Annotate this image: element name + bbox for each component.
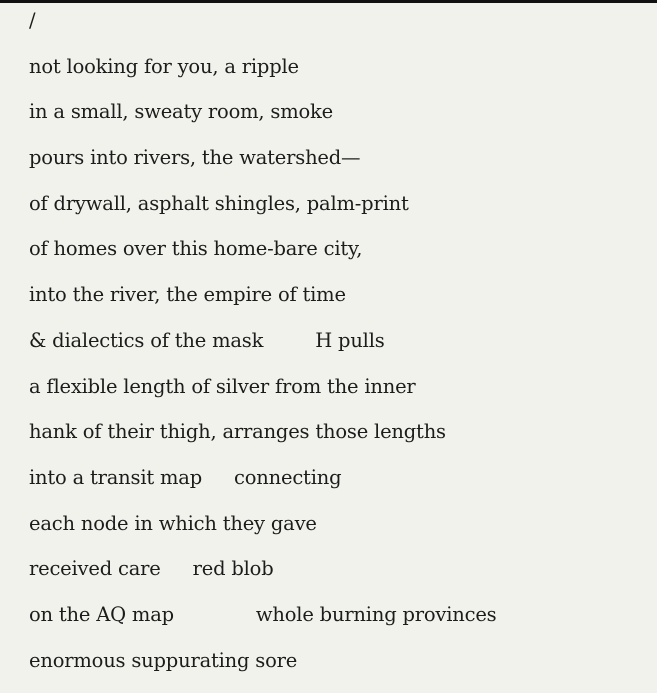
poem-line-text: pours into rivers, the watershed— — [29, 146, 361, 170]
poem-line — [29, 282, 497, 328]
poem-line-text: received care — [29, 557, 161, 581]
poem-line — [29, 648, 497, 693]
poem-line-text: / — [29, 9, 36, 32]
poem-line-text: each node in which they gave — [29, 511, 317, 535]
poem-line-text: in a small, sweaty room, smoke — [29, 100, 334, 124]
poem-text — [29, 8, 497, 693]
poem-line — [29, 465, 497, 511]
poem-line — [29, 374, 497, 420]
poem-line-text: a flexible length of silver from the inner — [29, 374, 416, 398]
poem-line — [29, 602, 497, 648]
poem-line — [29, 8, 497, 54]
poem-line-text: hank of their thigh, arranges those lengths — [29, 420, 446, 444]
poem-line-text: of homes over this home-bare city, — [29, 237, 363, 261]
poem-line — [29, 99, 497, 145]
poem-line-text: on the AQ map — [29, 602, 174, 626]
poem-line — [29, 191, 497, 237]
poem-line — [29, 328, 497, 374]
poem-line-text-continued: red blob — [192, 557, 274, 581]
poem-line-text: & dialectics of the mask — [29, 328, 264, 352]
poem-line-text: of drywall, asphalt shingles, palm-print — [29, 191, 409, 215]
poem-line-text-continued: H pulls — [315, 328, 385, 352]
poem-line — [29, 54, 497, 100]
poem-line-text: not looking for you, a ripple — [29, 54, 299, 78]
poem-line-text-continued: connecting — [234, 465, 342, 489]
poem-line-text: into the river, the empire of time — [29, 283, 346, 307]
poem-line — [29, 236, 497, 282]
poem-line — [29, 511, 497, 557]
poem-line-text: enormous suppurating sore — [29, 648, 298, 672]
poem-line — [29, 145, 497, 191]
top-rule — [0, 0, 657, 3]
poem-line-text: into a transit map — [29, 465, 203, 489]
poem-line — [29, 556, 497, 602]
poem-line-text-continued: whole burning provinces — [255, 602, 497, 626]
poem-line — [29, 419, 497, 465]
